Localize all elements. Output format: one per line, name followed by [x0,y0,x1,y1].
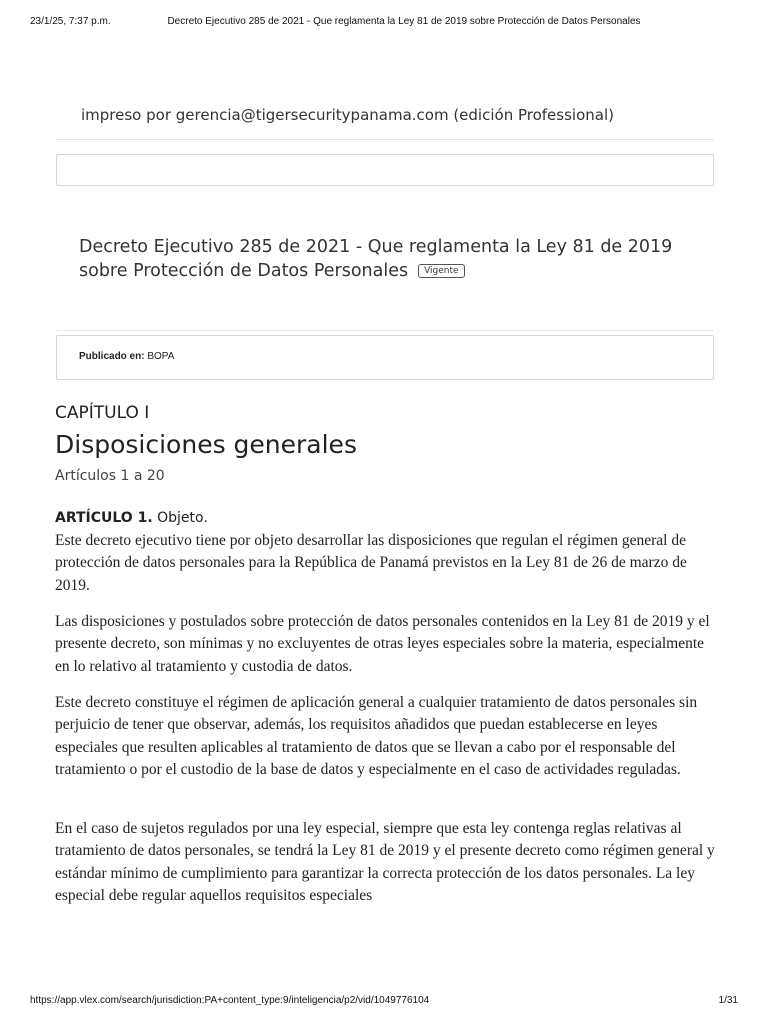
print-datetime: 23/1/25, 7:37 p.m. [30,16,111,27]
document-title-block [79,235,709,283]
article-heading [55,510,208,526]
chapter-label: CAPÍTULO I [55,403,150,423]
empty-panel [56,154,714,186]
article-range: Artículos 1 a 20 [55,468,165,484]
divider [56,139,714,140]
print-doc-title: Decreto Ejecutivo 285 de 2021 - Que reglamenta la Ley 81 de 2019 sobre Protección de Datos Personales [167,16,641,27]
article-paragraph: Este decreto ejecutivo tiene por objeto desarrollar las disposiciones que regulan el régimen general de protección de datos personales para la República de Panamá previstos en la Ley 81 de 26 de marzo de 2019. [55,532,687,594]
published-label: Publicado en: [79,351,145,362]
article-paragraph: En el caso de sujetos regulados por una ley especial, siempre que esta ley contenga reglas relativas al tratamiento de datos personales, se tendrá la Ley 81 de 2019 y el presente decreto como régimen general y estándar mínimo de cumplimiento para garantizar la correcta protección de los datos personales. La ley especial debe regular aquellos requisitos especiales [55,820,715,904]
article-subject: Objeto. [157,510,208,526]
publication-info [79,351,174,362]
page-number: 1/31 [718,995,738,1006]
article-number: ARTÍCULO 1. [55,510,153,526]
print-footer [30,995,738,1009]
divider [56,330,714,331]
print-header [30,16,738,30]
printed-by-notice: impreso por gerencia@tigersecuritypanama.com (edición Professional) [81,106,614,124]
document-title: Decreto Ejecutivo 285 de 2021 - Que reglamenta la Ley 81 de 2019 sobre Protección de Datos Personales [79,237,673,281]
publication-info-box [56,335,714,380]
published-value: BOPA [147,351,175,362]
article-paragraph: Las disposiciones y postulados sobre protección de datos personales contenidos en la Ley 81 de 2019 y el presente decreto, son mínimas y no excluyentes de otras leyes especiales sobre la materia, especialmente en lo relativo al tratamiento y custodia de datos. [55,613,710,675]
article-paragraph: Este decreto constituye el régimen de aplicación general a cualquier tratamiento de datos personales sin perjuicio de tener que observar, además, los requisitos añadidos que puedan establecerse en leyes especiales que resulten aplicables al tratamiento de datos que se llevan a cabo por el responsable del tratamiento o por el custodio de la base de datos y especialmente en el caso de actividades reguladas. [55,694,698,778]
chapter-title: Disposiciones generales [55,430,357,459]
print-url: https://app.vlex.com/search/jurisdiction:PA+content_type:9/inteligencia/p2/vid/1049776104 [30,995,430,1006]
status-badge: Vigente [418,264,464,278]
